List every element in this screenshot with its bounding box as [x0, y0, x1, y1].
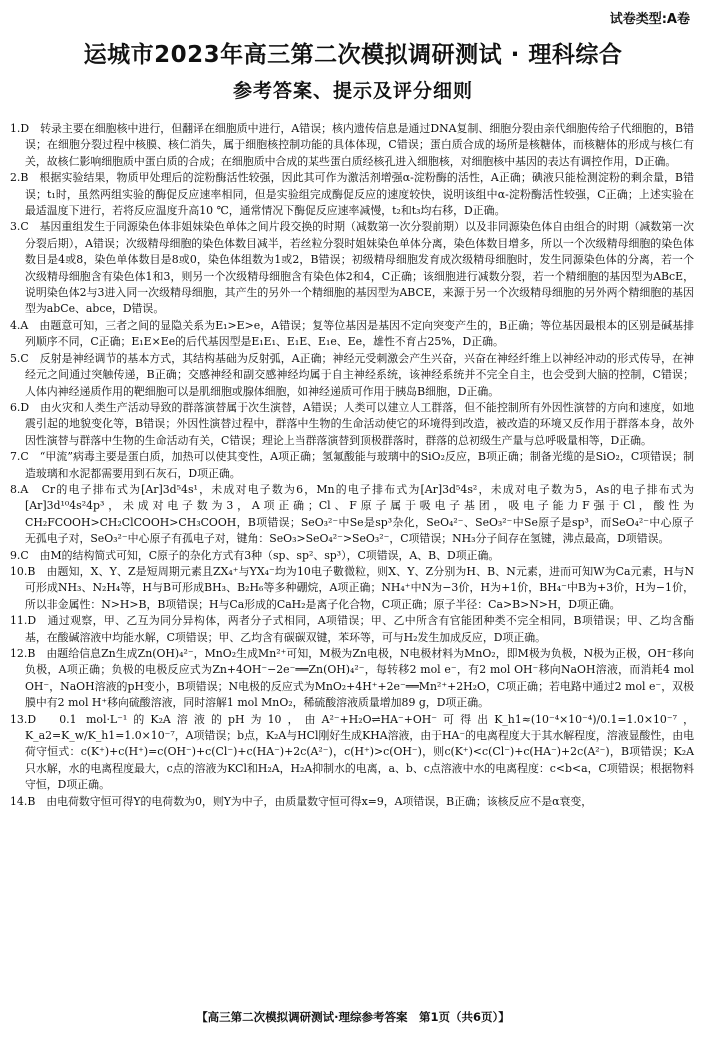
document-subtitle: 参考答案、提示及评分细则	[232, 80, 473, 102]
answer-item-14: 14.B 由电荷数守恒可得Y的电荷数为0，则Y为中子，由质量数守恒可得x=9，A项错误，B正确；该核反应不是α衰变，	[10, 794, 593, 808]
answer-item-3: 3.C 基因重组发生于同源染色体非姐妹染色单体之间片段交换的时期（减数第一次分裂前期）以及非同源染色体自由组合的时期（减数第一次分裂后期），A错误；次级精母细胞的染色体数目减半，若丝粒分裂时姐妹染色单体分离，染色体数目增多，所以一个次级精母细胞的染色体数目是4或8，染色单体数目是8或0，染色体组数为1或2，B错误；初级精母细胞发育成次级精母细胞时，发生同源染色体的分离，若一个次级精母细胞含有染色体1和3，则另一个次级精母细胞含有染色体2和4，C正确；该细胞进行减数分裂，若一个精细胞的基因型为ABcE，说明染色体2与3进入同一次级精母细胞，其产生的另外一个精细胞的基因型为ABCE，来源于另一个次级精母细胞的另外两个精细胞的基因型为abCe、abce，D错误。	[10, 220, 694, 316]
answer-item-9: 9.C 由M的结构简式可知，C原子的杂化方式有3种（sp、sp²、sp³），C项错误，A、B、D项正确。	[10, 548, 500, 562]
answer-item-2: 2.B 根据实验结果，物质甲处理后的淀粉酶活性较强，因此其可作为激活剂增强α-淀粉酶的活性，A正确；碘液只能检测淀粉的剩余量，B错误；t₁时，虽然两组实验的酶促反应速率相同，但是实验组完成酶促反应的速度较快，说明该组中α-淀粉酶活性较强，C正确；上述实验在最适温度下进行，若将反应温度升高10 ℃，通常情况下酶促反应速率减慢，t₂和t₃均右移，D正确。	[10, 171, 694, 218]
answer-item-4: 4.A 由题意可知，三者之间的显隐关系为E₁>E>e，A错误；复等位基因是基因不定向突变产生的，B正确；等位基因最根本的区别是碱基排列顺序不同，C正确；E₁E×Ee的后代基因型是E₁E₁、E₁E、E₁e、Ee，雄性不育占25%，D正确。	[10, 318, 694, 349]
answer-item-1: 1.D 转录主要在细胞核中进行，但翻译在细胞质中进行，A错误；核内遗传信息是通过DNA复制、细胞分裂由亲代细胞传给子代细胞的，B错误；在细胞分裂过程中核膜、核仁消失，属于细胞核控制功能的具体体现，C错误；蛋白质合成的场所是核糖体，而核糖体的形成与核仁有关，故核仁影响细胞质中蛋白质的合成；在细胞质中合成的某些蛋白质经核孔进入细胞核，对细胞核中基因的表达有调控作用，D正确。	[10, 122, 694, 168]
document-title: 运城市2023年高三第二次模拟调研测试 · 理科综合	[83, 42, 623, 68]
page-footer: 【高三第二次模拟调研测试·理综参考答案 第1页（共6页）】	[196, 1010, 510, 1024]
answer-item-10: 10.B 由题知，X、Y、Z是短周期元素且ZX₄⁺与YX₄⁻均为10电子數微粒，则X、Y、Z分别为H、B、N元素，进而可知W为Ca元素，H与N可形成NH₃、N₂H₄等，H与B可形成BH₃、B₂H₆等多种硼烷，A项正确；NH₄⁺中N为−3价，H为+1价，BH₄⁻中B为+3价，H为−1价，所以非金属性：N>H>B，B项错误；H与Ca形成的CaH₂是离子化合物，C项正确；原子半径：Ca>B>N>H，D项正确。	[10, 564, 694, 611]
answer-item-12: 12.B 由题给信息Zn生成Zn(OH)₄²⁻，MnO₂生成Mn²⁺可知，M极为Zn电极，N电极材料为MnO₂，即M极为负极，N极为正极，OH⁻移向负极，A项正确；负极的电极反应式为Zn+4OH⁻−2e⁻══Zn(OH)₄²⁻，每转移2 mol e⁻，有2 mol OH⁻移向NaOH溶液，而消耗4 mol OH⁻，NaOH溶液的pH变小，B项错误；N电极的反应式为MnO₂+4H⁺+2e⁻══Mn²⁺+2H₂O，C项正确；若电路中通过2 mol e⁻，双极膜中有2 mol H⁺移向硫酸溶液，同时溶解1 mol MnO₂，稀硫酸溶液质量增加89 g，D项正确。	[10, 647, 694, 710]
answer-item-5: 5.C 反射是神经调节的基本方式，其结构基础为反射弧，A正确；神经元受刺激会产生兴奋，兴奋在神经纤维上以神经冲动的形式传导，在神经元之间通过突触传递，B正确；交感神经和副交感神经均属于自主神经系统，该神经系统并不完全自主，也会受到大脑的控制，C错误；人体内神经递质作用的靶细胞可以是肌细胞或腺体细胞，如神经递质可作用于胰岛B细胞，D正确。	[10, 351, 694, 398]
answer-item-6: 6.D 由火灾和人类生产活动导致的群落演替属于次生演替，A错误；人类可以建立人工群落，但不能控制所有外因性演替的方向和速度，如地震引起的地貌变化等，B错误；外因性演替过程中，群落中生物的生命活动使它的环境得到改造，被改造的环境又反作用于群落本身，故外因性演替与群落中生物的生命活动有关，C错误；理论上当群落演替到顶极群落时，群落的总初级生产量与总呼吸量相等，D正确。	[10, 400, 694, 447]
answer-list	[10, 121, 694, 810]
answer-item-11: 11.D 通过观察，甲、乙互为同分异构体，两者分子式相同，A项错误；甲、乙中所含有官能团种类不完全相同，B项错误；甲、乙均含酯基，在酸碱溶液中均能水解，C项错误；甲、乙均含有碳碳双键，苯环等，可与H₂发生加成反应，D项正确。	[10, 614, 694, 644]
answer-item-8: 8.A Cr的电子排布式为[Ar]3d⁵4s¹，未成对电子数为6，Mn的电子排布式为[Ar]3d⁵4s²，未成对电子数为5，As的电子排布式为[Ar]3d¹⁰4s²4p³，未成对电子数为3，A项正确；Cl、F原子属于吸电子基团，吸电子能力F强于Cl，酸性为CH₂FCOOH>CH₂ClCOOH>CH₃COOH，B项错误；SeO₃²⁻中Se是sp³杂化，SeO₄²⁻、SeO₃²⁻中Se原子是sp³，而SeO₄²⁻中心原子无孤电子对，SeO₃²⁻中心原子有孤电子对，键角：SeO₃>SeO₄²⁻>SeO₃²⁻，C项错误；NH₃分子间存在氢键，沸点最高，D项错误。	[10, 482, 694, 546]
exam-type-label: 试卷类型:A卷	[609, 12, 690, 27]
answer-item-13: 13.D 0.1 mol·L⁻¹的K₂A溶液的pH为10，由A²⁻+H₂O⇌HA⁻+OH⁻可得出K_h1≈(10⁻⁴×10⁻⁴)/0.1=1.0×10⁻⁷，K_a2=K_w/K_h1=1.0×10⁻⁷，A项错误；b点，K₂A与HCl刚好生成KHA溶液，由于HA⁻的电离程度大于其水解程度，溶液显酸性，由电荷守恒式：c(K⁺)+c(H⁺)=c(OH⁻)+c(Cl⁻)+c(HA⁻)+2c(A²⁻)，c(H⁺)>c(OH⁻)，则c(K⁺)<c(Cl⁻)+c(HA⁻)+2c(A²⁻)，B项错误；K₂A只水解，水的电离程度最大，c点的溶液为KCl和H₂A，H₂A抑制水的电离，a、b、c点溶液中水的电离程度：c<b<a，C项错误；根据物料守恒，D项正确。	[10, 712, 694, 792]
answer-item-7: 7.C “甲流”病毒主要是蛋白质，加热可以使其变性，A项正确；氢氟酸能与玻璃中的SiO₂反应，B项正确；制备光缆的是SiO₂，C项错误；制造玻璃和水泥都需要用到石灰石，D项正确。	[10, 450, 694, 480]
